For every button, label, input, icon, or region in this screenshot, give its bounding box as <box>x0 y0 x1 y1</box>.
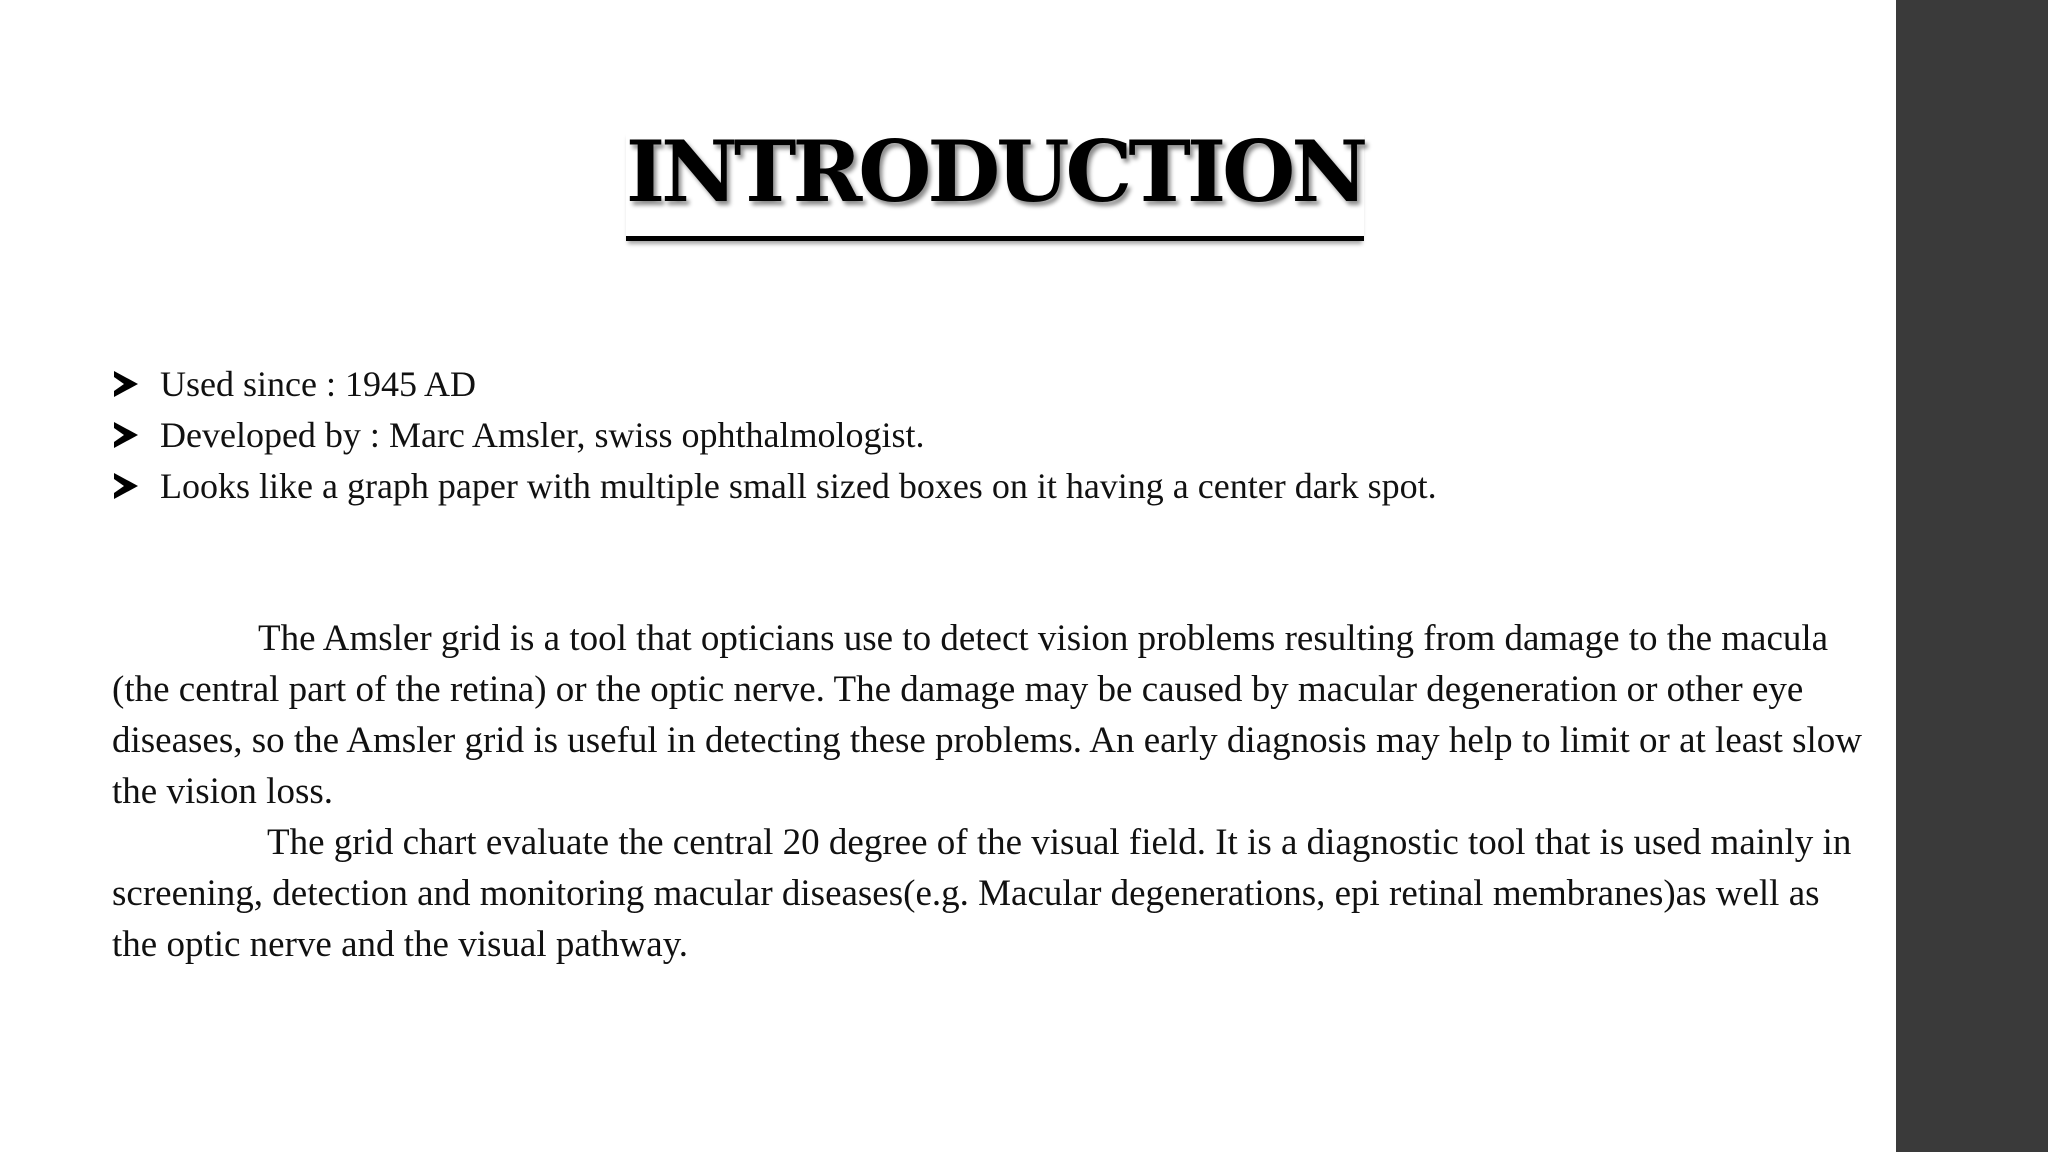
arrow-bullet-icon <box>114 422 138 448</box>
slide-title: INTRODUCTION <box>626 130 1364 241</box>
bullet-text: Developed by : Marc Amsler, swiss ophthalmologist. <box>160 414 925 455</box>
right-sidebar-bar <box>1896 0 2048 1152</box>
paragraph-amsler-grid: The Amsler grid is a tool that opticians use to detect vision problems resulting from damage to the macula (the central part of the retina) or the optic nerve. The damage may be caused by macular degeneration or other eye diseases, so the Amsler grid is useful in detecting these problems. An early diagnosis may help to limit or at least slow the vision loss. <box>112 618 1863 812</box>
title-container <box>0 122 1990 241</box>
bullet-text: Looks like a graph paper with multiple small sized boxes on it having a center dark spot. <box>160 465 1437 506</box>
arrow-bullet-icon <box>114 371 138 397</box>
bullet-list <box>114 358 1437 511</box>
paragraph-grid-chart: The grid chart evaluate the central 20 degree of the visual field. It is a diagnostic tool that is used mainly in screening, detection and monitoring macular diseases(e.g. Macular degenerations, epi retinal membranes)as well as the optic nerve and the visual pathway. <box>112 822 1852 965</box>
bullet-text: Used since : 1945 AD <box>160 363 476 404</box>
body-text <box>112 613 1872 970</box>
bullet-item <box>114 409 1437 460</box>
bullet-item <box>114 460 1437 511</box>
arrow-bullet-icon <box>114 473 138 499</box>
bullet-item <box>114 358 1437 409</box>
